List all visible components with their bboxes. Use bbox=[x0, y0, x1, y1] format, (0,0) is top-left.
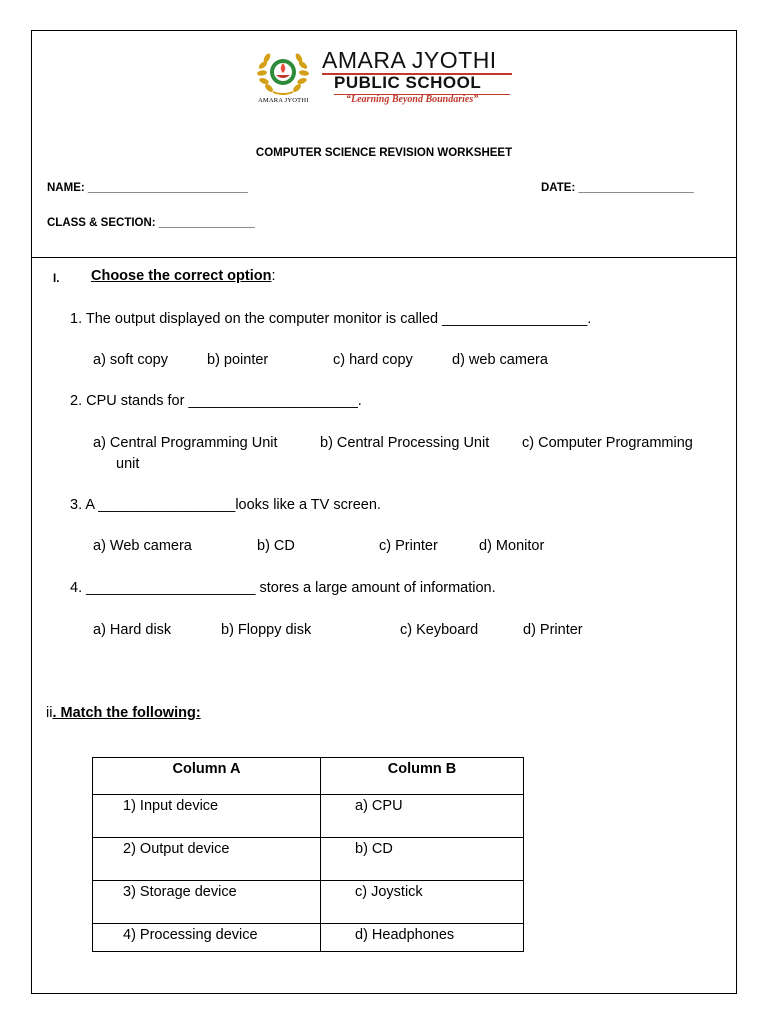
section-1-heading-colon: : bbox=[271, 268, 276, 284]
q4-option-b: b) Floppy disk bbox=[221, 622, 312, 638]
table-row bbox=[93, 881, 524, 924]
question-2: 2. CPU stands for _____________________. bbox=[70, 393, 362, 409]
q4-option-d: d) Printer bbox=[523, 622, 583, 638]
q3-option-a: a) Web camera bbox=[93, 538, 192, 554]
worksheet-title: COMPUTER SCIENCE REVISION WORKSHEET bbox=[255, 147, 513, 159]
column-a-cell: 3) Storage device bbox=[93, 881, 321, 924]
q1-option-c: c) hard copy bbox=[333, 352, 413, 368]
header-divider bbox=[31, 257, 737, 258]
column-a-cell: 1) Input device bbox=[93, 795, 321, 838]
q3-option-c: c) Printer bbox=[379, 538, 438, 554]
q2-option-c: c) Computer Programming bbox=[522, 435, 693, 451]
q1-option-d: d) web camera bbox=[452, 352, 548, 368]
q2-option-a: a) Central Programming Unit bbox=[93, 435, 278, 451]
column-a-cell: 2) Output device bbox=[93, 838, 321, 881]
section-1-heading-text: Choose the correct option bbox=[91, 268, 272, 284]
column-b-cell: a) CPU bbox=[321, 795, 524, 838]
section-1-heading bbox=[91, 268, 276, 284]
column-b-cell: d) Headphones bbox=[321, 924, 524, 952]
school-emblem-icon bbox=[253, 48, 313, 96]
question-3: 3. A _________________looks like a TV screen. bbox=[70, 497, 381, 513]
column-b-cell: b) CD bbox=[321, 838, 524, 881]
match-table-header-row bbox=[93, 758, 524, 795]
section-1-numeral: I. bbox=[53, 273, 60, 285]
table-row bbox=[93, 924, 524, 952]
section-2-heading bbox=[46, 705, 201, 721]
question-4: 4. _____________________ stores a large amount of information. bbox=[70, 580, 496, 596]
column-b-cell: c) Joystick bbox=[321, 881, 524, 924]
school-subtitle: PUBLIC SCHOOL bbox=[334, 73, 482, 92]
emblem-caption: AMARA JYOTHI bbox=[258, 97, 309, 104]
name-field: NAME: _________________________ bbox=[47, 182, 248, 194]
section-2-heading-text: . Match the following: bbox=[52, 705, 201, 721]
q1-option-a: a) soft copy bbox=[93, 352, 168, 368]
school-name: AMARA JYOTHI bbox=[322, 47, 497, 73]
q4-option-c: c) Keyboard bbox=[400, 622, 479, 638]
school-logo bbox=[250, 45, 518, 109]
q3-option-d: d) Monitor bbox=[479, 538, 545, 554]
q2-option-b: b) Central Processing Unit bbox=[320, 435, 490, 451]
section-2-numeral: ii bbox=[46, 705, 53, 721]
date-field: DATE: __________________ bbox=[541, 182, 694, 194]
column-a-header: Column A bbox=[93, 758, 321, 795]
school-tagline: “Learning Beyond Boundaries” bbox=[346, 94, 479, 105]
q4-option-a: a) Hard disk bbox=[93, 622, 172, 638]
question-1: 1. The output displayed on the computer monitor is called __________________. bbox=[70, 311, 592, 327]
table-row bbox=[93, 795, 524, 838]
q2-option-c-continued: unit bbox=[116, 456, 140, 472]
column-b-header: Column B bbox=[321, 758, 524, 795]
column-a-cell: 4) Processing device bbox=[93, 924, 321, 952]
q3-option-b: b) CD bbox=[257, 538, 295, 554]
class-section-field: CLASS & SECTION: _______________ bbox=[47, 217, 255, 229]
q1-option-b: b) pointer bbox=[207, 352, 269, 368]
match-table bbox=[92, 757, 524, 952]
table-row bbox=[93, 838, 524, 881]
